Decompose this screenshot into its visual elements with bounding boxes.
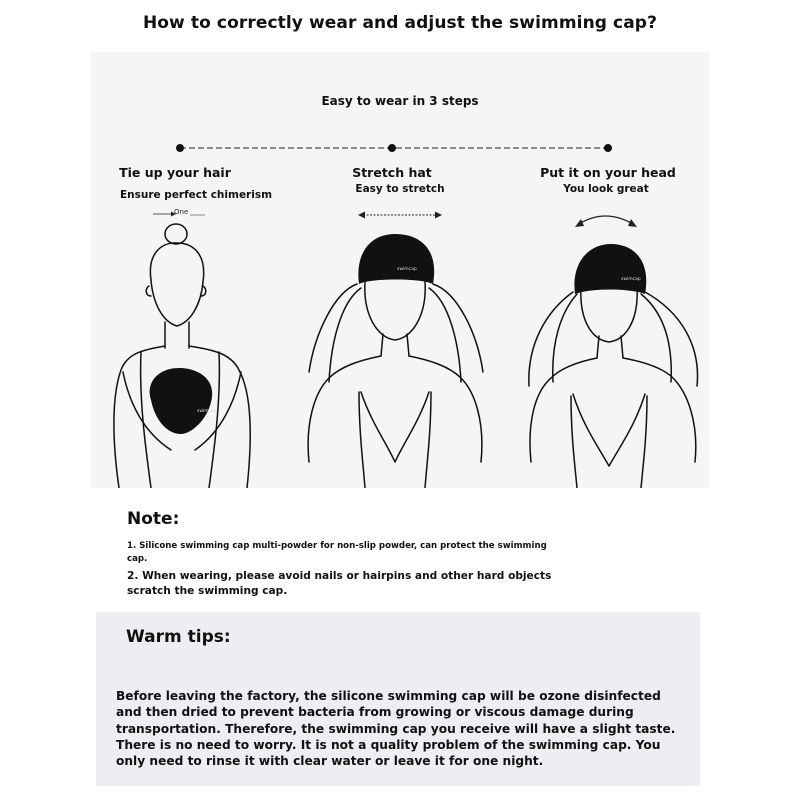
step-1-subtitle: Ensure perfect chimerism [119, 189, 273, 201]
cap-logo-1: swimcap [197, 409, 217, 414]
step-3-subtitle: You look great [563, 183, 649, 195]
timeline-dot-3 [604, 144, 612, 152]
warm-tips-body: Before leaving the factory, the silicone swimming cap will be ozone disinfected and then dried to prevent bacteria from growing or viscous damage during transportation. Therefore, the swimming cap you receive will have a slight taste. There is no need to worry. It is not a quality problem of the swimming cap. You only need to rinse it with clear water or leave it for one night. [116, 689, 676, 769]
timeline-dot-2 [388, 144, 396, 152]
step-3-title: Put it on your head [540, 165, 676, 180]
figure-stretch-hat [301, 222, 491, 488]
stretch-arrow-icon [358, 212, 442, 219]
note-item-2: 2. When wearing, please avoid nails or hairpins and other hard objects scratch the swimming cap. [127, 570, 552, 597]
cap-logo-3: swimcap [621, 277, 641, 282]
warm-tips-heading: Warm tips: [126, 627, 231, 647]
note-heading: Note: [127, 509, 180, 529]
figure-tie-hair [111, 222, 291, 488]
wearing-guide-panel [91, 52, 709, 488]
guide-subtitle: Easy to wear in 3 steps [321, 94, 479, 108]
step-1-title: Tie up your hair [119, 165, 231, 180]
cap-logo-2: swimcap [397, 267, 417, 272]
page-title: How to correctly wear and adjust the swimming cap? [142, 13, 658, 33]
warm-tips-panel [96, 612, 700, 786]
step-1-small-label: One [174, 208, 189, 216]
step-2-title: Stretch hat [352, 165, 432, 180]
figure-put-on-head [521, 222, 709, 488]
timeline-dot-1 [176, 144, 184, 152]
cap-stretched [358, 234, 434, 284]
cap-held [150, 368, 213, 434]
step-2-subtitle: Easy to stretch [355, 183, 445, 195]
note-item-1: 1. Silicone swimming cap multi-powder for non-slip powder, can protect the swimming cap. [127, 541, 547, 564]
cap-worn [574, 244, 646, 294]
